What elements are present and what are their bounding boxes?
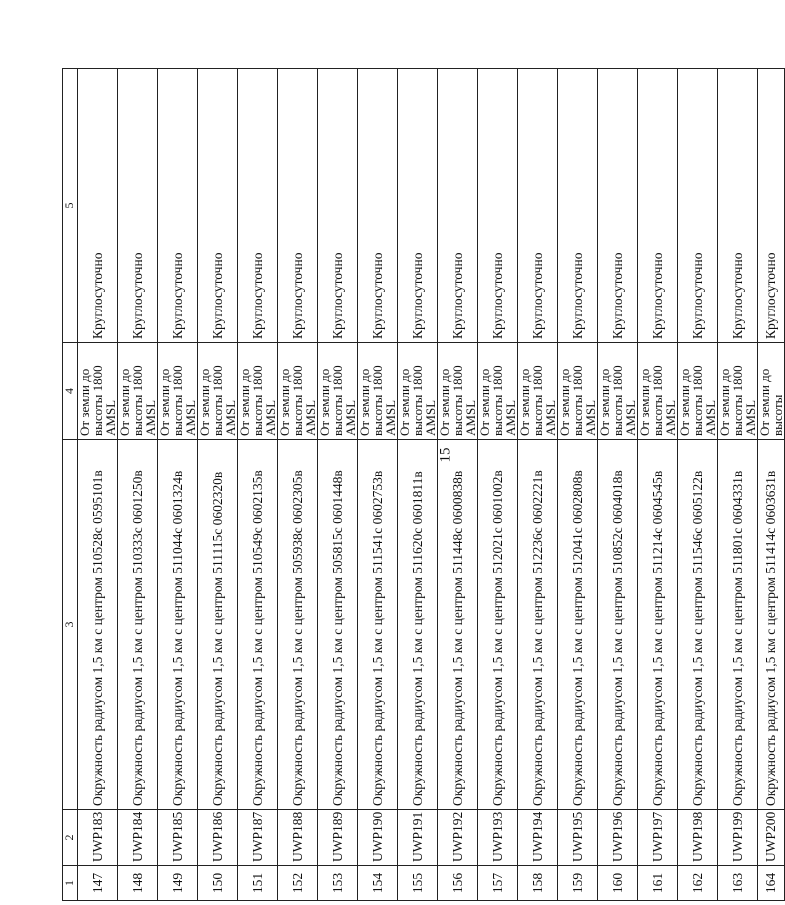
row-number-cell: 158 (518, 866, 558, 901)
row-number-cell: 151 (238, 866, 278, 901)
row-number-cell: 154 (358, 866, 398, 901)
area-code-cell: UWP196 (598, 810, 638, 866)
altitude-cell: От земли до высоты 1800 AMSL (678, 343, 718, 440)
time-cell: Круглосуточно (718, 69, 758, 343)
altitude-cell: От земли до высоты 1800 AMSL (278, 343, 318, 440)
area-code-cell: UWP193 (478, 810, 518, 866)
area-description-cell: Окружность радиусом 1,5 км с центром 510333с 0601250в (118, 440, 158, 810)
time-cell: Круглосуточно (198, 69, 238, 343)
time-cell: Круглосуточно (398, 69, 438, 343)
row-number-cell: 162 (678, 866, 718, 901)
column-header: 3 (63, 440, 78, 810)
row-number-cell: 150 (198, 866, 238, 901)
altitude-cell: От земли до высоты 1800 AMSL (478, 343, 518, 440)
column-header: 4 (63, 343, 78, 440)
time-cell: Круглосуточно (478, 69, 518, 343)
area-description-cell: Окружность радиусом 1,5 км с центром 511414с 0603631в (758, 440, 785, 810)
area-code-cell: UWP187 (238, 810, 278, 866)
area-description-cell: Окружность радиусом 1,5 км с центром 512236с 0602221в (518, 440, 558, 810)
area-description-cell: Окружность радиусом 1,5 км с центром 511044с 0601324в (158, 440, 198, 810)
page-number: 15 (437, 447, 454, 463)
area-description-cell: Окружность радиусом 1,5 км с центром 512021с 0601002в (478, 440, 518, 810)
altitude-cell: От земли до высоты 1800 AMSL (638, 343, 678, 440)
table-row (198, 69, 238, 901)
altitude-cell: От земли до высоты 1800 AMSL (398, 343, 438, 440)
altitude-cell: От земли до высоты 1800 AMSL (558, 343, 598, 440)
area-description-cell: Окружность радиусом 1,5 км с центром 511115с 0602320в (198, 440, 238, 810)
table-row (158, 69, 198, 901)
table-row (358, 69, 398, 901)
area-code-cell: UWP183 (78, 810, 118, 866)
area-code-cell: UWP194 (518, 810, 558, 866)
area-description-cell: Окружность радиусом 1,5 км с центром 511541с 0602753в (358, 440, 398, 810)
table-row (318, 69, 358, 901)
altitude-cell: От земли до высоты 1800 AMSL (118, 343, 158, 440)
row-number-cell: 155 (398, 866, 438, 901)
row-number-cell: 152 (278, 866, 318, 901)
table-row (398, 69, 438, 901)
row-number-cell: 147 (78, 866, 118, 901)
time-cell: Круглосуточно (518, 69, 558, 343)
row-number-cell: 149 (158, 866, 198, 901)
row-number-cell: 161 (638, 866, 678, 901)
altitude-cell: От земли до высоты 1800 AMSL (78, 343, 118, 440)
area-description-cell: Окружность радиусом 1,5 км с центром 511448с 0600838в (438, 440, 478, 810)
table-row (518, 69, 558, 901)
time-cell: Круглосуточно (558, 69, 598, 343)
altitude-cell: От земли до высоты 1800 AMSL (158, 343, 198, 440)
table-row (78, 69, 118, 901)
time-cell: Круглосуточно (238, 69, 278, 343)
area-code-cell: UWP192 (438, 810, 478, 866)
row-number-cell: 160 (598, 866, 638, 901)
altitude-cell: От земли до высоты 1800 AMSL (238, 343, 278, 440)
area-description-cell: Окружность радиусом 1,5 км с центром 511801с 0604331в (718, 440, 758, 810)
table-row (678, 69, 718, 901)
table-row (558, 69, 598, 901)
altitude-cell: От земли до высоты 1800 AMSL (358, 343, 398, 440)
area-code-cell: UWP190 (358, 810, 398, 866)
table-row (118, 69, 158, 901)
area-code-cell: UWP185 (158, 810, 198, 866)
table-row (718, 69, 758, 901)
column-header: 5 (63, 69, 78, 343)
time-cell: Круглосуточно (278, 69, 318, 343)
row-number-cell: 156 (438, 866, 478, 901)
time-cell: Круглосуточно (758, 69, 785, 343)
rotated-table-wrapper (62, 68, 785, 901)
altitude-cell: От земли до высоты 1800 AMSL (518, 343, 558, 440)
row-number-cell: 164 (758, 866, 785, 901)
time-cell: Круглосуточно (358, 69, 398, 343)
area-code-cell: UWP191 (398, 810, 438, 866)
area-code-cell: UWP195 (558, 810, 598, 866)
row-number-cell: 153 (318, 866, 358, 901)
area-description-cell: Окружность радиусом 1,5 км с центром 510528с 0595101в (78, 440, 118, 810)
area-code-cell: UWP198 (678, 810, 718, 866)
table-row (238, 69, 278, 901)
area-code-cell: UWP199 (718, 810, 758, 866)
column-header: 2 (63, 810, 78, 866)
area-code-cell: UWP186 (198, 810, 238, 866)
area-code-cell: UWP197 (638, 810, 678, 866)
area-code-cell: UWP200 (758, 810, 785, 866)
area-description-cell: Окружность радиусом 1,5 км с центром 505815с 0601448в (318, 440, 358, 810)
table-row (278, 69, 318, 901)
table-row (638, 69, 678, 901)
time-cell: Круглосуточно (158, 69, 198, 343)
altitude-cell: От земли до высоты 1800 AMSL (198, 343, 238, 440)
time-cell: Круглосуточно (598, 69, 638, 343)
area-description-cell: Окружность радиусом 1,5 км с центром 505938с 0602305в (278, 440, 318, 810)
area-description-cell: Окружность радиусом 1,5 км с центром 510549с 0602135в (238, 440, 278, 810)
area-code-cell: UWP188 (278, 810, 318, 866)
area-description-cell: Окружность радиусом 1,5 км с центром 512041с 0602808в (558, 440, 598, 810)
row-number-cell: 163 (718, 866, 758, 901)
table-row (598, 69, 638, 901)
altitude-cell: От земли до высоты 1800 AMSL (598, 343, 638, 440)
column-header: 1 (63, 866, 78, 901)
time-cell: Круглосуточно (638, 69, 678, 343)
restricted-areas-table (62, 68, 785, 901)
area-code-cell: UWP189 (318, 810, 358, 866)
area-code-cell: UWP184 (118, 810, 158, 866)
row-number-cell: 157 (478, 866, 518, 901)
area-description-cell: Окружность радиусом 1,5 км с центром 511214с 0604545в (638, 440, 678, 810)
area-description-cell: Окружность радиусом 1,5 км с центром 511546с 0605122в (678, 440, 718, 810)
time-cell: Круглосуточно (78, 69, 118, 343)
area-description-cell: Окружность радиусом 1,5 км с центром 511620с 0601811в (398, 440, 438, 810)
table-body (78, 69, 785, 901)
table-row (438, 69, 478, 901)
time-cell: Круглосуточно (318, 69, 358, 343)
altitude-cell: От земли до высоты 1800 AMSL (438, 343, 478, 440)
table-row (478, 69, 518, 901)
row-number-cell: 148 (118, 866, 158, 901)
column-number-row (63, 69, 78, 901)
table-row (758, 69, 785, 901)
row-number-cell: 159 (558, 866, 598, 901)
time-cell: Круглосуточно (438, 69, 478, 343)
altitude-cell: От земли до высоты (758, 343, 785, 440)
altitude-cell: От земли до высоты 1800 AMSL (718, 343, 758, 440)
area-description-cell: Окружность радиусом 1,5 км с центром 510852с 0604018в (598, 440, 638, 810)
time-cell: Круглосуточно (678, 69, 718, 343)
altitude-cell: От земли до высоты 1800 AMSL (318, 343, 358, 440)
time-cell: Круглосуточно (118, 69, 158, 343)
